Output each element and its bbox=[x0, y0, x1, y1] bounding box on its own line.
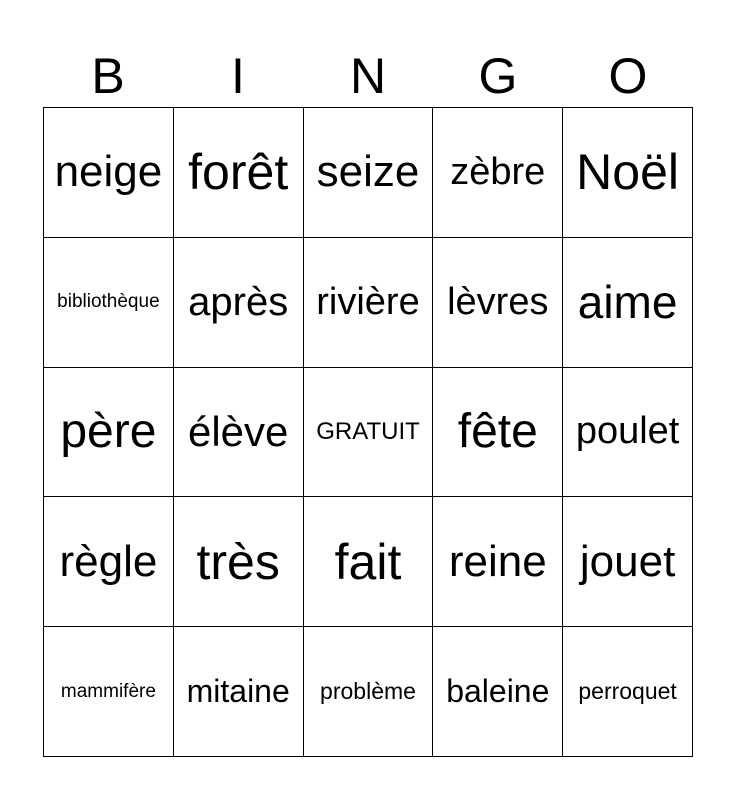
bingo-cell[interactable] bbox=[44, 627, 174, 757]
cell-word: fête bbox=[457, 405, 538, 459]
cell-word: rivière bbox=[316, 280, 420, 323]
bingo-cell[interactable] bbox=[174, 108, 304, 238]
cell-word: problème bbox=[320, 678, 416, 705]
bingo-cell[interactable] bbox=[433, 497, 563, 627]
cell-word: après bbox=[188, 279, 289, 324]
bingo-cell[interactable] bbox=[433, 238, 563, 368]
header-letter-o: O bbox=[608, 48, 648, 104]
bingo-cell[interactable] bbox=[433, 368, 563, 498]
cell-word: fait bbox=[334, 533, 402, 590]
bingo-cell[interactable] bbox=[304, 627, 434, 757]
bingo-cell[interactable] bbox=[563, 497, 693, 627]
bingo-header bbox=[43, 44, 693, 108]
bingo-cell[interactable] bbox=[433, 108, 563, 238]
cell-word: GRATUIT bbox=[316, 417, 420, 445]
bingo-cell[interactable] bbox=[563, 238, 693, 368]
bingo-cell[interactable] bbox=[44, 368, 174, 498]
bingo-cell[interactable] bbox=[174, 238, 304, 368]
bingo-cell[interactable] bbox=[44, 238, 174, 368]
bingo-grid bbox=[43, 107, 693, 757]
bingo-cell[interactable] bbox=[304, 108, 434, 238]
bingo-cell[interactable] bbox=[433, 627, 563, 757]
header-letter-b: B bbox=[91, 48, 125, 104]
cell-word: aime bbox=[577, 276, 678, 329]
bingo-cell[interactable] bbox=[174, 627, 304, 757]
cell-word: perroquet bbox=[578, 678, 677, 705]
bingo-cell[interactable] bbox=[174, 368, 304, 498]
bingo-cell[interactable] bbox=[44, 497, 174, 627]
bingo-cell[interactable] bbox=[304, 497, 434, 627]
cell-word: élève bbox=[187, 407, 289, 455]
cell-word: très bbox=[196, 533, 280, 590]
cell-word: zèbre bbox=[450, 150, 546, 193]
cell-word: baleine bbox=[446, 673, 550, 710]
cell-word: père bbox=[60, 405, 157, 459]
cell-word: mammifère bbox=[60, 680, 156, 702]
cell-word: seize bbox=[316, 147, 420, 197]
cell-word: mitaine bbox=[186, 673, 290, 710]
cell-word: lèvres bbox=[447, 280, 549, 323]
header-letter-g: G bbox=[478, 48, 518, 104]
cell-word: jouet bbox=[579, 536, 676, 586]
cell-word: poulet bbox=[575, 410, 680, 453]
cell-word: Noël bbox=[576, 144, 680, 201]
bingo-cell[interactable] bbox=[174, 497, 304, 627]
bingo-cell[interactable] bbox=[563, 627, 693, 757]
cell-word: forêt bbox=[188, 144, 289, 201]
cell-word: reine bbox=[448, 536, 547, 586]
cell-word: neige bbox=[54, 147, 163, 197]
bingo-cell[interactable] bbox=[44, 108, 174, 238]
free-space-cell[interactable] bbox=[304, 368, 434, 498]
bingo-cell[interactable] bbox=[563, 368, 693, 498]
bingo-cell[interactable] bbox=[563, 108, 693, 238]
cell-word: règle bbox=[59, 536, 158, 586]
header-letter-i: I bbox=[231, 48, 245, 104]
bingo-cell[interactable] bbox=[304, 238, 434, 368]
header-letter-n: N bbox=[349, 48, 387, 104]
cell-word: bibliothèque bbox=[57, 291, 160, 313]
